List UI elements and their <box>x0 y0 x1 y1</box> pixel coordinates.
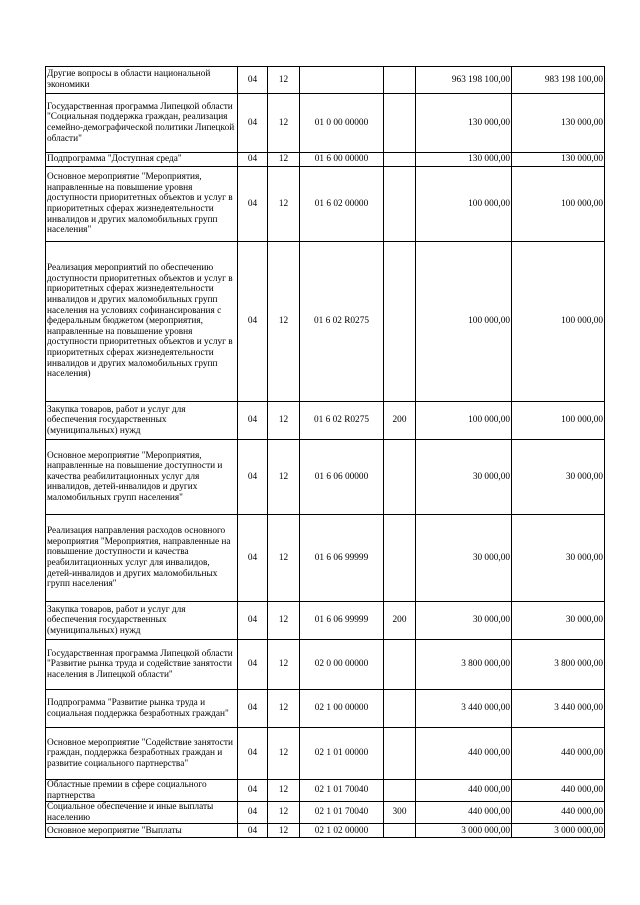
amount-year2-cell: 100 000,00 <box>512 242 605 402</box>
subsection-code-cell: 12 <box>268 690 300 728</box>
expense-name-cell: Основное мероприятие "Содействие занятости граждан, поддержка безработных граждан и развитие социального партнерства" <box>46 728 238 780</box>
section-code-cell: 04 <box>238 640 268 690</box>
expense-name-cell: Закупка товаров, работ и услуг для обеспечения государственных (муниципальных) нужд <box>46 602 238 640</box>
amount-year1-cell: 100 000,00 <box>416 242 512 402</box>
amount-year1-cell: 440 000,00 <box>416 802 512 824</box>
target-article-cell: 02 1 01 70040 <box>300 802 384 824</box>
section-code-cell: 04 <box>238 802 268 824</box>
expense-type-cell <box>384 640 416 690</box>
expense-type-cell <box>384 440 416 515</box>
section-code-cell: 04 <box>238 440 268 515</box>
table-row <box>46 824 605 838</box>
expense-type-cell <box>384 94 416 153</box>
expense-name-cell: Закупка товаров, работ и услуг для обеспечения государственных (муниципальных) нужд <box>46 402 238 440</box>
subsection-code-cell: 12 <box>268 824 300 838</box>
expense-name-cell: Реализация мероприятий по обеспечению доступности приоритетных объектов и услуг в приоритетных сферах жизнедеятельности инвалидов и других маломобильных групп населения на условиях софинансирования с федеральным бюджетом (мероприятия, направленные на повышение уровня доступности приоритетных объектов и услуг в приоритетных сферах жизнедеятельности инвалидов и других маломобильных групп населения) <box>46 242 238 402</box>
expense-type-cell <box>384 728 416 780</box>
expense-name-cell: Другие вопросы в области национальной экономики <box>46 67 238 94</box>
amount-year1-cell: 30 000,00 <box>416 515 512 602</box>
amount-year1-cell: 440 000,00 <box>416 780 512 802</box>
section-code-cell: 04 <box>238 402 268 440</box>
amount-year2-cell: 440 000,00 <box>512 802 605 824</box>
target-article-cell: 01 6 06 00000 <box>300 440 384 515</box>
section-code-cell: 04 <box>238 728 268 780</box>
table-row <box>46 728 605 780</box>
expense-name-cell: Основное мероприятие "Мероприятия, направленные на повышение доступности и качества реабилитационных услуг для инвалидов, детей-инвалидов и других маломобильных групп населения" <box>46 440 238 515</box>
subsection-code-cell: 12 <box>268 640 300 690</box>
target-article-cell: 01 6 02 R0275 <box>300 402 384 440</box>
amount-year2-cell: 3 000 000,00 <box>512 824 605 838</box>
section-code-cell: 04 <box>238 67 268 94</box>
expense-type-cell <box>384 67 416 94</box>
target-article-cell <box>300 67 384 94</box>
amount-year1-cell: 30 000,00 <box>416 602 512 640</box>
amount-year2-cell: 100 000,00 <box>512 402 605 440</box>
table-row <box>46 440 605 515</box>
table-row <box>46 690 605 728</box>
budget-table-body <box>46 67 605 838</box>
amount-year2-cell: 3 440 000,00 <box>512 690 605 728</box>
expense-type-cell <box>384 153 416 167</box>
target-article-cell: 01 6 00 00000 <box>300 153 384 167</box>
amount-year1-cell: 3 800 000,00 <box>416 640 512 690</box>
section-code-cell: 04 <box>238 167 268 242</box>
amount-year1-cell: 963 198 100,00 <box>416 67 512 94</box>
table-row <box>46 167 605 242</box>
target-article-cell: 01 0 00 00000 <box>300 94 384 153</box>
expense-type-cell: 200 <box>384 402 416 440</box>
amount-year1-cell: 130 000,00 <box>416 153 512 167</box>
section-code-cell: 04 <box>238 242 268 402</box>
amount-year1-cell: 100 000,00 <box>416 402 512 440</box>
target-article-cell: 01 6 06 99999 <box>300 515 384 602</box>
subsection-code-cell: 12 <box>268 602 300 640</box>
amount-year1-cell: 100 000,00 <box>416 167 512 242</box>
target-article-cell: 02 0 00 00000 <box>300 640 384 690</box>
expense-name-cell: Социальное обеспечение и иные выплаты населению <box>46 802 238 824</box>
amount-year1-cell: 3 440 000,00 <box>416 690 512 728</box>
table-row <box>46 67 605 94</box>
amount-year1-cell: 440 000,00 <box>416 728 512 780</box>
subsection-code-cell: 12 <box>268 94 300 153</box>
section-code-cell: 04 <box>238 515 268 602</box>
table-row <box>46 640 605 690</box>
table-row <box>46 242 605 402</box>
subsection-code-cell: 12 <box>268 440 300 515</box>
expense-name-cell: Государственная программа Липецкой области "Развитие рынка труда и содействие занятости населения в Липецкой области" <box>46 640 238 690</box>
amount-year1-cell: 30 000,00 <box>416 440 512 515</box>
expense-name-cell: Областные премии в сфере социального партнерства <box>46 780 238 802</box>
section-code-cell: 04 <box>238 602 268 640</box>
expense-name-cell: Основное мероприятие "Выплаты <box>46 824 238 838</box>
table-row <box>46 802 605 824</box>
subsection-code-cell: 12 <box>268 167 300 242</box>
expense-type-cell <box>384 824 416 838</box>
expense-type-cell <box>384 515 416 602</box>
expense-name-cell: Подпрограмма "Развитие рынка труда и социальная поддержка безработных граждан" <box>46 690 238 728</box>
expense-type-cell <box>384 780 416 802</box>
subsection-code-cell: 12 <box>268 780 300 802</box>
subsection-code-cell: 12 <box>268 728 300 780</box>
expense-type-cell <box>384 690 416 728</box>
amount-year2-cell: 30 000,00 <box>512 515 605 602</box>
expense-name-cell: Основное мероприятие "Мероприятия, направленные на повышение уровня доступности приоритетных объектов и услуг в приоритетных сферах жизнедеятельности инвалидов и других маломобильных групп населения" <box>46 167 238 242</box>
amount-year2-cell: 440 000,00 <box>512 780 605 802</box>
amount-year2-cell: 440 000,00 <box>512 728 605 780</box>
subsection-code-cell: 12 <box>268 402 300 440</box>
amount-year2-cell: 30 000,00 <box>512 440 605 515</box>
section-code-cell: 04 <box>238 94 268 153</box>
expense-name-cell: Подпрограмма "Доступная среда" <box>46 153 238 167</box>
expense-type-cell: 200 <box>384 602 416 640</box>
amount-year2-cell: 983 198 100,00 <box>512 67 605 94</box>
subsection-code-cell: 12 <box>268 153 300 167</box>
subsection-code-cell: 12 <box>268 67 300 94</box>
amount-year1-cell: 130 000,00 <box>416 94 512 153</box>
target-article-cell: 02 1 01 00000 <box>300 728 384 780</box>
target-article-cell: 02 1 00 00000 <box>300 690 384 728</box>
amount-year2-cell: 3 800 000,00 <box>512 640 605 690</box>
target-article-cell: 01 6 06 99999 <box>300 602 384 640</box>
amount-year2-cell: 30 000,00 <box>512 602 605 640</box>
target-article-cell: 02 1 02 00000 <box>300 824 384 838</box>
target-article-cell: 01 6 02 R0275 <box>300 242 384 402</box>
section-code-cell: 04 <box>238 824 268 838</box>
table-row <box>46 780 605 802</box>
table-row <box>46 602 605 640</box>
expense-name-cell: Государственная программа Липецкой области "Социальная поддержка граждан, реализация семейно-демографической политики Липецкой области" <box>46 94 238 153</box>
section-code-cell: 04 <box>238 153 268 167</box>
amount-year2-cell: 100 000,00 <box>512 167 605 242</box>
section-code-cell: 04 <box>238 690 268 728</box>
target-article-cell: 01 6 02 00000 <box>300 167 384 242</box>
section-code-cell: 04 <box>238 780 268 802</box>
table-row <box>46 515 605 602</box>
amount-year2-cell: 130 000,00 <box>512 94 605 153</box>
budget-table <box>45 66 605 838</box>
expense-type-cell <box>384 242 416 402</box>
expense-name-cell: Реализация направления расходов основного мероприятия "Мероприятия, направленные на повышение доступности и качества реабилитационных услуг для инвалидов, детей-инвалидов и других маломобильных групп населения" <box>46 515 238 602</box>
expense-type-cell: 300 <box>384 802 416 824</box>
table-row <box>46 153 605 167</box>
target-article-cell: 02 1 01 70040 <box>300 780 384 802</box>
subsection-code-cell: 12 <box>268 515 300 602</box>
subsection-code-cell: 12 <box>268 802 300 824</box>
subsection-code-cell: 12 <box>268 242 300 402</box>
amount-year2-cell: 130 000,00 <box>512 153 605 167</box>
table-row <box>46 402 605 440</box>
amount-year1-cell: 3 000 000,00 <box>416 824 512 838</box>
table-row <box>46 94 605 153</box>
expense-type-cell <box>384 167 416 242</box>
